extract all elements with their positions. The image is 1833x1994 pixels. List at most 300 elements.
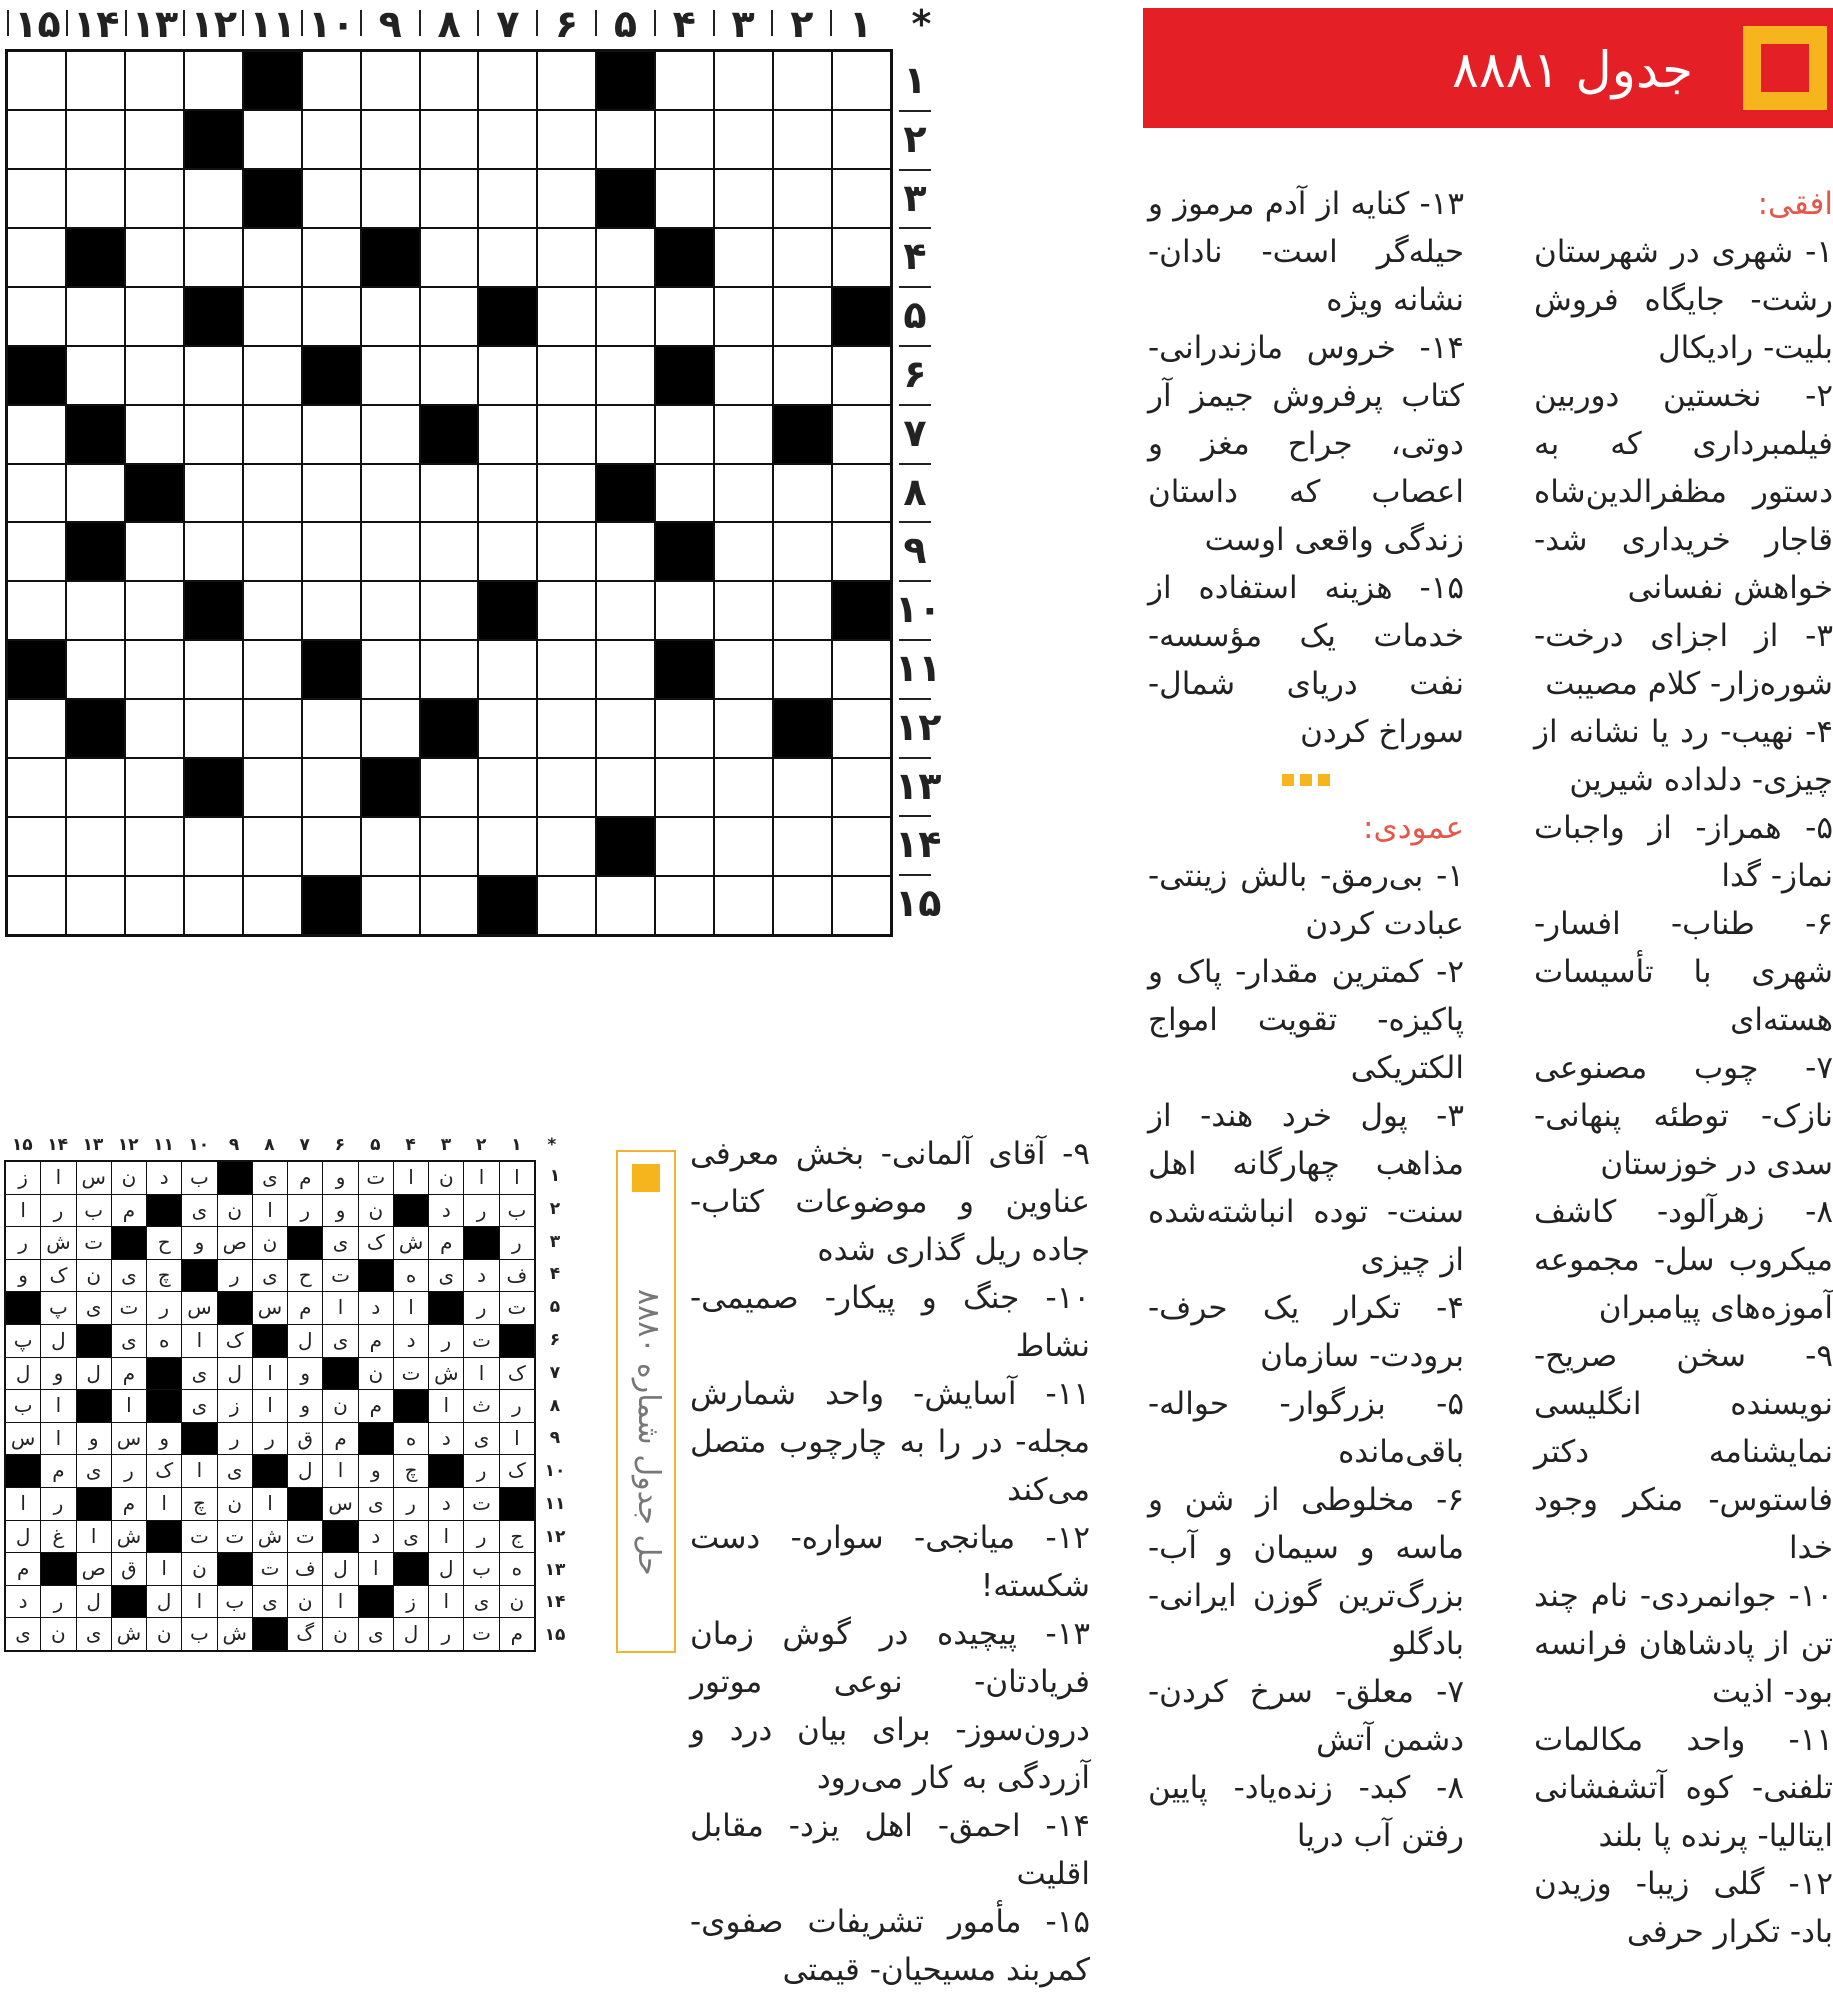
grid-cell[interactable] (656, 818, 713, 875)
grid-cell-black (244, 170, 301, 227)
solution-cell: ا (41, 1162, 75, 1194)
grid-cell[interactable] (479, 700, 536, 757)
grid-row-number: ۴ (903, 234, 927, 279)
grid-cell[interactable] (185, 818, 242, 875)
page-title: جدول ۸۸۸۱ (1452, 41, 1693, 99)
grid-cell[interactable] (656, 582, 713, 639)
grid-cell[interactable] (715, 288, 772, 345)
grid-cell[interactable] (67, 347, 124, 404)
grid-cell[interactable] (833, 700, 890, 757)
solution-column-number: ۳ (440, 1135, 452, 1155)
grid-cell[interactable] (538, 170, 595, 227)
grid-cell[interactable] (597, 641, 654, 698)
grid-cell[interactable] (421, 347, 478, 404)
grid-cell[interactable] (479, 465, 536, 522)
grid-cell-black (833, 288, 890, 345)
grid-cell[interactable] (362, 406, 419, 463)
grid-row-number: ۷ (903, 410, 927, 455)
grid-cell[interactable] (833, 347, 890, 404)
solution-cell-black (147, 1195, 181, 1227)
grid-cell[interactable] (421, 641, 478, 698)
grid-cell[interactable] (715, 877, 772, 934)
grid-cell[interactable] (303, 52, 360, 109)
solution-cell: ی (112, 1325, 146, 1357)
grid-cell[interactable] (538, 641, 595, 698)
grid-cell[interactable] (656, 111, 713, 168)
down-clue-2: ۲- کمترین مقدار- پاک و پاکیزه- تقویت امواج الکتریکی (1148, 954, 1464, 1086)
grid-cell[interactable] (715, 465, 772, 522)
grid-cell[interactable] (67, 759, 124, 816)
solution-cell: ل (288, 1455, 322, 1487)
grid-cell[interactable] (597, 877, 654, 934)
solution-cell: ل (147, 1586, 181, 1618)
grid-cell[interactable] (833, 170, 890, 227)
grid-cell[interactable] (126, 818, 183, 875)
grid-cell[interactable] (597, 111, 654, 168)
solution-column-number: ۷ (299, 1135, 310, 1155)
grid-cell[interactable] (597, 523, 654, 580)
grid-cell[interactable] (303, 111, 360, 168)
grid-cell[interactable] (185, 465, 242, 522)
solution-cell: ا (147, 1488, 181, 1520)
grid-cell[interactable] (8, 523, 65, 580)
grid-cell[interactable] (774, 523, 831, 580)
grid-cell[interactable] (244, 700, 301, 757)
grid-cell[interactable] (303, 700, 360, 757)
grid-cell[interactable] (538, 465, 595, 522)
grid-cell[interactable] (833, 52, 890, 109)
solution-cell: ی (429, 1260, 463, 1292)
grid-cell[interactable] (597, 759, 654, 816)
grid-cell[interactable] (362, 347, 419, 404)
solution-row-number: ۶ (549, 1330, 561, 1350)
grid-column-number: ۱۰ (308, 2, 355, 46)
grid-cell[interactable] (362, 582, 419, 639)
grid-cell[interactable] (303, 465, 360, 522)
solution-cell: ا (500, 1423, 534, 1455)
solution-cell-black (288, 1488, 322, 1520)
grid-cell[interactable] (421, 52, 478, 109)
grid-cell[interactable] (8, 52, 65, 109)
grid-cell[interactable] (833, 111, 890, 168)
solution-cell: و (359, 1455, 393, 1487)
grid-cell[interactable] (833, 818, 890, 875)
grid-cell[interactable] (421, 170, 478, 227)
grid-cell[interactable] (8, 759, 65, 816)
solution-cell: ل (394, 1618, 428, 1650)
grid-cell[interactable] (774, 818, 831, 875)
grid-cell[interactable] (421, 523, 478, 580)
grid-cell[interactable] (597, 229, 654, 286)
grid-cell[interactable] (833, 877, 890, 934)
grid-cell[interactable] (421, 582, 478, 639)
grid-cell[interactable] (8, 700, 65, 757)
grid-cell[interactable] (479, 641, 536, 698)
grid-cell[interactable] (126, 406, 183, 463)
grid-cell[interactable] (479, 170, 536, 227)
grid-cell[interactable] (421, 877, 478, 934)
grid-cell[interactable] (656, 877, 713, 934)
solution-cell-black (464, 1227, 498, 1259)
down-clue-12: ۱۲- میانجی- سواره- دست شکسته! (690, 1520, 1090, 1604)
grid-cell[interactable] (597, 582, 654, 639)
grid-cell[interactable] (479, 818, 536, 875)
solution-cell-black (359, 1423, 393, 1455)
grid-cell[interactable] (362, 641, 419, 698)
grid-cell[interactable] (362, 877, 419, 934)
solution-cell: ب (6, 1390, 40, 1422)
grid-cell-black (597, 170, 654, 227)
grid-cell[interactable] (479, 347, 536, 404)
grid-cell-black (185, 759, 242, 816)
solution-row-number: ۱۵ (544, 1625, 566, 1646)
grid-cell[interactable] (67, 52, 124, 109)
across-clue-12: ۱۲- گلی زیبا- وزیدن باد- تکرار حرفی (1534, 1866, 1833, 1950)
grid-cell[interactable] (421, 818, 478, 875)
grid-cell-black (362, 759, 419, 816)
grid-cell[interactable] (8, 818, 65, 875)
grid-cell[interactable] (774, 759, 831, 816)
grid-cell[interactable] (421, 759, 478, 816)
grid-cell[interactable] (67, 818, 124, 875)
grid-cell[interactable] (715, 700, 772, 757)
grid-cell[interactable] (774, 111, 831, 168)
grid-cell[interactable] (67, 877, 124, 934)
grid-cell[interactable] (421, 288, 478, 345)
solution-cell: م (359, 1390, 393, 1422)
grid-cell[interactable] (126, 877, 183, 934)
grid-row-number: ۱۳ (895, 763, 942, 808)
grid-cell[interactable] (479, 523, 536, 580)
grid-cell[interactable] (538, 523, 595, 580)
grid-cell[interactable] (67, 582, 124, 639)
across-clue-15: ۱۵- هزینه استفاده از خدمات یک مؤسسه- نفت دریای شمال- سوراخ کردن (1148, 570, 1464, 750)
grid-cell[interactable] (538, 406, 595, 463)
grid-cell[interactable] (656, 759, 713, 816)
grid-cell[interactable] (67, 465, 124, 522)
grid-cell[interactable] (362, 465, 419, 522)
grid-cell[interactable] (185, 229, 242, 286)
grid-cell[interactable] (833, 406, 890, 463)
grid-cell[interactable] (774, 465, 831, 522)
grid-cell[interactable] (479, 111, 536, 168)
grid-cell[interactable] (303, 406, 360, 463)
grid-cell[interactable] (715, 641, 772, 698)
grid-cell[interactable] (244, 111, 301, 168)
solution-cell: غ (41, 1521, 75, 1553)
grid-cell[interactable] (656, 52, 713, 109)
solution-cell: ل (77, 1358, 111, 1390)
grid-cell[interactable] (479, 229, 536, 286)
grid-cell[interactable] (126, 347, 183, 404)
grid-cell[interactable] (126, 52, 183, 109)
grid-cell-black (656, 229, 713, 286)
down-clue-9: ۹- آقای آلمانی- بخش معرفی عناوین و موضوعات کتاب- جاده ریل گذاری شده (690, 1136, 1090, 1268)
solution-cell: ن (253, 1227, 287, 1259)
solution-cell: ز (218, 1390, 252, 1422)
grid-cell[interactable] (538, 700, 595, 757)
grid-cell[interactable] (833, 641, 890, 698)
grid-cell[interactable] (8, 170, 65, 227)
grid-cell[interactable] (303, 582, 360, 639)
grid-cell[interactable] (774, 52, 831, 109)
grid-cell[interactable] (774, 347, 831, 404)
grid-cell[interactable] (126, 700, 183, 757)
grid-cell[interactable] (303, 229, 360, 286)
grid-cell-black (67, 229, 124, 286)
grid-cell[interactable] (185, 406, 242, 463)
solution-cell: ه (394, 1423, 428, 1455)
grid-cell[interactable] (244, 347, 301, 404)
grid-column-number: ۱۲ (190, 2, 238, 46)
grid-cell[interactable] (303, 818, 360, 875)
grid-cell[interactable] (244, 759, 301, 816)
grid-cell[interactable] (774, 641, 831, 698)
grid-cell[interactable] (67, 641, 124, 698)
grid-row-number: ۹ (903, 528, 927, 573)
crossword-logo-icon (1743, 26, 1827, 110)
grid-cell[interactable] (715, 229, 772, 286)
solution-cell: گ (288, 1618, 322, 1650)
grid-cell[interactable] (8, 582, 65, 639)
solution-cell-black (429, 1455, 463, 1487)
grid-cell[interactable] (538, 347, 595, 404)
grid-cell[interactable] (244, 465, 301, 522)
grid-cell[interactable] (538, 759, 595, 816)
solution-cell: ک (147, 1455, 181, 1487)
solution-cell-black (147, 1358, 181, 1390)
grid-cell[interactable] (303, 288, 360, 345)
grid-cell[interactable] (538, 818, 595, 875)
across-clue-14: ۱۴- خروس مازندرانی- کتاب پرفروش جیمز آر دوتی، جراح مغز و اعصاب که داستان زندگی واقعی اوست (1148, 330, 1464, 558)
solution-cell: ا (464, 1162, 498, 1194)
grid-cell[interactable] (656, 700, 713, 757)
grid-cell[interactable] (715, 170, 772, 227)
grid-cell[interactable] (303, 759, 360, 816)
grid-cell[interactable] (656, 406, 713, 463)
grid-cell[interactable] (833, 759, 890, 816)
grid-cell[interactable] (244, 406, 301, 463)
grid-cell[interactable] (538, 288, 595, 345)
solution-cell-black (323, 1521, 357, 1553)
grid-cell[interactable] (244, 582, 301, 639)
grid-cell[interactable] (185, 641, 242, 698)
grid-cell[interactable] (303, 170, 360, 227)
grid-cell[interactable] (715, 818, 772, 875)
solution-cell: ر (41, 1195, 75, 1227)
solution-cell: ا (41, 1390, 75, 1422)
solution-row-number: ۸ (549, 1395, 561, 1416)
grid-cell[interactable] (538, 52, 595, 109)
solution-cell: ب (464, 1553, 498, 1585)
grid-cell[interactable] (126, 288, 183, 345)
grid-cell[interactable] (244, 523, 301, 580)
grid-cell[interactable] (185, 52, 242, 109)
crossword-grid[interactable] (5, 49, 893, 937)
grid-cell[interactable] (715, 582, 772, 639)
grid-row-number: ۳ (903, 175, 927, 220)
grid-cell-black (244, 52, 301, 109)
grid-cell[interactable] (362, 700, 419, 757)
grid-cell[interactable] (656, 170, 713, 227)
grid-cell[interactable] (362, 170, 419, 227)
grid-cell[interactable] (538, 582, 595, 639)
down-clue-5: ۵- بزرگوار- حواله- باقی‌مانده (1148, 1386, 1464, 1470)
solution-column-number: ۱۵ (11, 1135, 33, 1155)
grid-cell[interactable] (185, 700, 242, 757)
grid-cell[interactable] (67, 111, 124, 168)
grid-cell[interactable] (126, 111, 183, 168)
solution-cell: ر (112, 1455, 146, 1487)
solution-cell: ل (6, 1358, 40, 1390)
solution-cell: ا (253, 1390, 287, 1422)
grid-cell[interactable] (833, 523, 890, 580)
solution-cell: ی (77, 1292, 111, 1324)
grid-cell[interactable] (538, 111, 595, 168)
grid-cell[interactable] (67, 288, 124, 345)
solution-cell: چ (147, 1260, 181, 1292)
grid-row-number: ۱۵ (895, 881, 942, 926)
grid-cell[interactable] (774, 877, 831, 934)
grid-cell[interactable] (244, 877, 301, 934)
grid-cell[interactable] (303, 523, 360, 580)
grid-cell[interactable] (833, 229, 890, 286)
solution-cell: ی (359, 1488, 393, 1520)
solution-cell: ت (77, 1227, 111, 1259)
grid-cell[interactable] (8, 465, 65, 522)
solution-cell-black (429, 1292, 463, 1324)
title-bar (1143, 8, 1833, 128)
grid-cell[interactable] (656, 465, 713, 522)
grid-cell[interactable] (244, 641, 301, 698)
across-clue-1: ۱- شهری در شهرستان رشت- جایگاه فروش بلیت- رادیکال (1534, 234, 1833, 366)
grid-cell[interactable] (715, 406, 772, 463)
grid-cell[interactable] (362, 523, 419, 580)
grid-cell[interactable] (67, 170, 124, 227)
grid-corner-mark: * (911, 2, 932, 46)
grid-cell[interactable] (597, 288, 654, 345)
solution-cell: ا (429, 1521, 463, 1553)
grid-cell[interactable] (715, 111, 772, 168)
solution-cell: ی (359, 1618, 393, 1650)
grid-cell[interactable] (597, 347, 654, 404)
grid-row-number: ۵ (903, 293, 927, 338)
solution-cell: ت (464, 1488, 498, 1520)
solution-cell: س (112, 1423, 146, 1455)
grid-cell[interactable] (126, 229, 183, 286)
grid-cell[interactable] (8, 288, 65, 345)
grid-cell[interactable] (126, 582, 183, 639)
grid-cell[interactable] (656, 288, 713, 345)
grid-cell[interactable] (715, 523, 772, 580)
grid-row-number: ۱۱ (895, 646, 942, 690)
grid-cell[interactable] (538, 877, 595, 934)
solution-cell: ر (218, 1260, 252, 1292)
grid-cell[interactable] (185, 347, 242, 404)
grid-cell[interactable] (126, 170, 183, 227)
down-clue-13: ۱۳- پیچیده در گوش زمان فریادتان- نوعی موتور درون‌سوز- برای بیان درد و آزردگی به کار می‌رود (690, 1616, 1090, 1796)
grid-cell[interactable] (362, 111, 419, 168)
grid-cell[interactable] (421, 229, 478, 286)
grid-cell[interactable] (126, 759, 183, 816)
solution-cell: ش (429, 1358, 463, 1390)
solution-cell: س (6, 1423, 40, 1455)
solution-row-number: ۱ (549, 1166, 561, 1186)
solution-cell: ی (253, 1260, 287, 1292)
solution-cell: ا (323, 1455, 357, 1487)
grid-cell[interactable] (185, 877, 242, 934)
grid-cell[interactable] (244, 288, 301, 345)
grid-column-number: ۱۳ (131, 2, 179, 46)
solution-column-number: ۱۲ (117, 1135, 139, 1155)
grid-cell[interactable] (244, 229, 301, 286)
solution-cell: ص (218, 1227, 252, 1259)
grid-cell[interactable] (362, 818, 419, 875)
grid-cell[interactable] (421, 465, 478, 522)
solution-cell-black (253, 1618, 287, 1650)
grid-column-number: ۱۱ (249, 2, 296, 46)
grid-cell[interactable] (833, 465, 890, 522)
grid-cell[interactable] (479, 759, 536, 816)
grid-cell[interactable] (244, 818, 301, 875)
grid-cell[interactable] (8, 406, 65, 463)
grid-cell[interactable] (8, 877, 65, 934)
grid-cell[interactable] (774, 582, 831, 639)
grid-row-number: ۱۰ (895, 587, 942, 632)
solution-column-number: ۶ (334, 1135, 346, 1155)
grid-cell[interactable] (715, 347, 772, 404)
grid-cell[interactable] (362, 52, 419, 109)
grid-cell[interactable] (715, 52, 772, 109)
solution-cell: د (359, 1521, 393, 1553)
grid-cell[interactable] (8, 111, 65, 168)
grid-cell[interactable] (597, 406, 654, 463)
grid-cell[interactable] (479, 406, 536, 463)
grid-cell[interactable] (362, 288, 419, 345)
grid-column-numbers (0, 0, 932, 46)
down-clue-7: ۷- معلق- سرخ کردن- دشمن آتش (1148, 1674, 1464, 1758)
grid-cell[interactable] (185, 523, 242, 580)
grid-cell[interactable] (185, 170, 242, 227)
grid-cell[interactable] (479, 52, 536, 109)
grid-cell[interactable] (421, 111, 478, 168)
solution-cell: س (253, 1292, 287, 1324)
grid-cell[interactable] (715, 759, 772, 816)
solution-cell: ن (500, 1586, 534, 1618)
solution-cell: م (112, 1358, 146, 1390)
grid-cell[interactable] (774, 170, 831, 227)
grid-cell[interactable] (538, 229, 595, 286)
solution-cell: ی (182, 1358, 216, 1390)
solution-cell: ا (77, 1521, 111, 1553)
down-clue-1: ۱- بی‌رمق- بالش زینتی- عبادت کردن (1148, 858, 1464, 942)
grid-cell[interactable] (774, 288, 831, 345)
grid-cell[interactable] (597, 700, 654, 757)
grid-cell[interactable] (126, 641, 183, 698)
solution-cell: ا (323, 1586, 357, 1618)
grid-cell[interactable] (8, 229, 65, 286)
grid-cell-black (362, 229, 419, 286)
solution-row-number: ۵ (549, 1297, 561, 1318)
solution-cell: ل (77, 1586, 111, 1618)
solution-cell: و (288, 1358, 322, 1390)
grid-cell[interactable] (774, 229, 831, 286)
solution-cell: ق (288, 1423, 322, 1455)
solution-cell: ب (218, 1586, 252, 1618)
grid-cell-black (833, 582, 890, 639)
grid-cell[interactable] (126, 523, 183, 580)
down-clue-15: ۱۵- مأمور تشریفات صفوی- کمربند مسیحیان- قیمتی (690, 1904, 1090, 1988)
